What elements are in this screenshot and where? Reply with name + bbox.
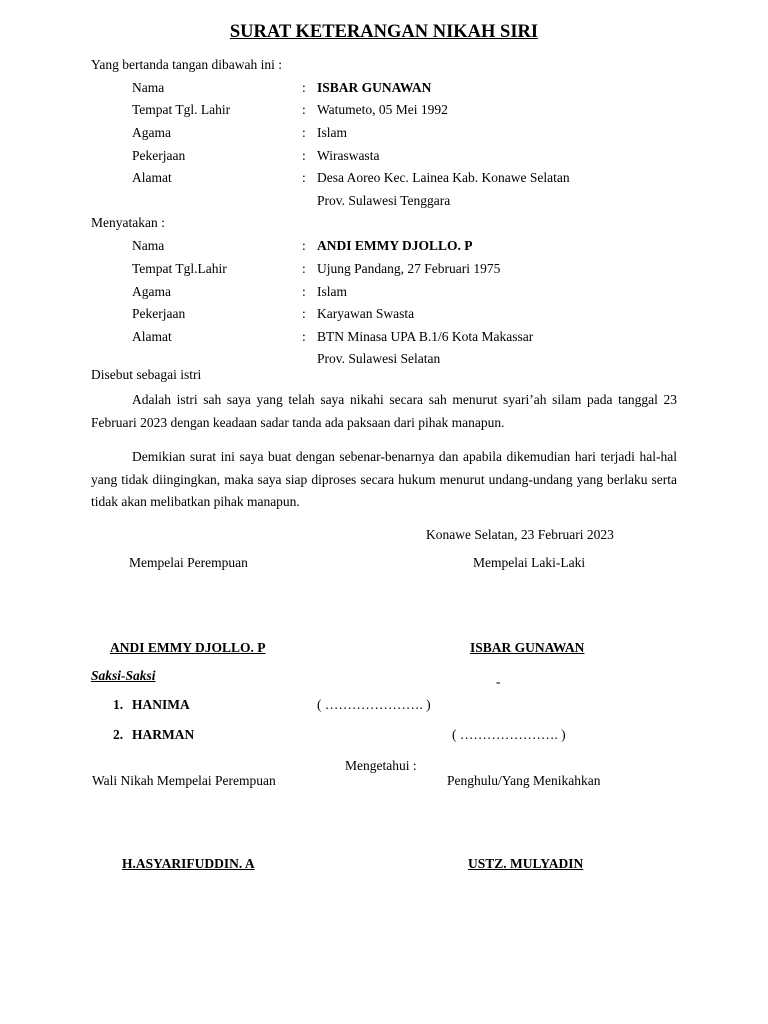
person2-job: Karyawan Swasta (317, 306, 415, 321)
witness-name: HANIMA (132, 697, 190, 712)
acknowledged-label: Mengetahui : (345, 758, 417, 773)
person2-address-label: Alamat (132, 329, 172, 344)
colon: : (302, 306, 306, 321)
person1-religion-label: Agama (132, 125, 171, 140)
person2-religion: Islam (317, 284, 347, 299)
place-date: Konawe Selatan, 23 Februari 2023 (426, 527, 614, 542)
stray-dash: - (496, 674, 501, 689)
person1-name: ISBAR GUNAWAN (317, 80, 432, 95)
person2-address-line1: BTN Minasa UPA B.1/6 Kota Makassar (317, 329, 534, 344)
person2-job-label: Pekerjaan (132, 306, 186, 321)
person1-address-line1: Desa Aoreo Kec. Lainea Kab. Konawe Selatan (317, 170, 570, 185)
witness-signature-line: ( …………………. ) (317, 697, 431, 712)
guardian-signature-name: H.ASYARIFUDDIN. A (122, 856, 255, 871)
colon: : (302, 261, 306, 276)
colon: : (302, 148, 306, 163)
closing-paragraph: Demikian surat ini saya buat dengan sebenar-benarnya dan apabila dikemudian hari terjadi hal-hal yang tidak diingingkan, maka saya siap diproses secara hukum menurut undang-undang yang berlaku serta tidak akan melibatkan pihak manapun. (91, 449, 677, 509)
statement-paragraph: Adalah istri sah saya yang telah saya nikahi secara sah menurut syari’ah silam pada tanggal 23 Februari 2023 dengan keadaan sadar tanda ada paksaan dari pihak manapun. (91, 392, 677, 430)
colon: : (302, 170, 306, 185)
person2-birth: Ujung Pandang, 27 Februari 1975 (317, 261, 501, 276)
witness-signature-line: ( …………………. ) (452, 727, 566, 742)
person1-job: Wiraswasta (317, 148, 380, 163)
called-wife-text: Disebut sebagai istri (91, 367, 202, 382)
officiant-signature-name: USTZ. MULYADIN (468, 856, 584, 871)
guardian-signature-label: Wali Nikah Mempelai Perempuan (92, 773, 276, 788)
person2-name-label: Nama (132, 238, 165, 253)
colon: : (302, 80, 306, 95)
witness-number: 2. (113, 727, 124, 742)
person1-birth-label: Tempat Tgl. Lahir (132, 102, 231, 117)
person1-birth: Watumeto, 05 Mei 1992 (317, 102, 448, 117)
bride-signature-name: ANDI EMMY DJOLLO. P (110, 640, 266, 655)
person2-name: ANDI EMMY DJOLLO. P (317, 238, 473, 253)
intro-text: Yang bertanda tangan dibawah ini : (91, 57, 282, 72)
person2-address-line2: Prov. Sulawesi Selatan (317, 351, 441, 366)
person2-birth-label: Tempat Tgl.Lahir (132, 261, 227, 276)
colon: : (302, 125, 306, 140)
colon: : (302, 102, 306, 117)
person2-religion-label: Agama (132, 284, 171, 299)
colon: : (302, 284, 306, 299)
person1-address-line2: Prov. Sulawesi Tenggara (317, 193, 451, 208)
person1-religion: Islam (317, 125, 347, 140)
person1-name-label: Nama (132, 80, 165, 95)
bride-signature-label: Mempelai Perempuan (129, 555, 248, 570)
groom-signature-label: Mempelai Laki-Laki (473, 555, 586, 570)
groom-signature-name: ISBAR GUNAWAN (470, 640, 585, 655)
colon: : (302, 329, 306, 344)
officiant-signature-label: Penghulu/Yang Menikahkan (447, 773, 601, 788)
witness-number: 1. (113, 697, 124, 712)
witness-name: HARMAN (132, 727, 195, 742)
document-title: SURAT KETERANGAN NIKAH SIRI (229, 22, 539, 42)
person1-job-label: Pekerjaan (132, 148, 186, 163)
person1-address-label: Alamat (132, 170, 172, 185)
colon: : (302, 238, 306, 253)
states-text: Menyatakan : (91, 215, 165, 230)
witnesses-heading: Saksi-Saksi (91, 668, 156, 683)
